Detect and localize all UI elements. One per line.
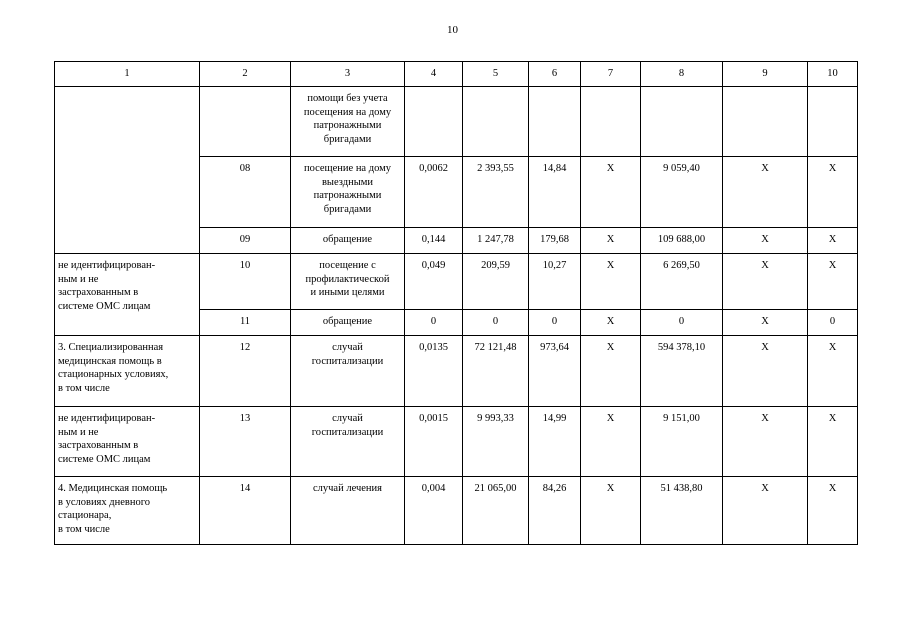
table-cell: 14,99 [529, 407, 581, 477]
table-cell: 2 393,55 [463, 157, 529, 228]
table-cell: 0,004 [405, 477, 463, 545]
unit-cell: случай госпитализации [291, 407, 405, 477]
table-row [55, 407, 858, 477]
table-cell: Х [581, 407, 641, 477]
table-cell: 0,049 [405, 254, 463, 310]
table-cell: Х [723, 254, 808, 310]
unit-cell: случай лечения [291, 477, 405, 545]
unit-cell: обращение [291, 310, 405, 336]
table-row [55, 477, 858, 545]
column-header-5: 5 [463, 62, 529, 87]
table-cell: 14,84 [529, 157, 581, 228]
table-cell: Х [581, 228, 641, 254]
table-cell: Х [808, 157, 858, 228]
table-cell [641, 87, 723, 157]
table-cell: 72 121,48 [463, 336, 529, 407]
table-cell: 594 378,10 [641, 336, 723, 407]
table-cell: 109 688,00 [641, 228, 723, 254]
header-row [55, 62, 858, 87]
unit-cell: посещение с профилактической и иными целями [291, 254, 405, 310]
table-cell: 6 269,50 [641, 254, 723, 310]
unit-cell: обращение [291, 228, 405, 254]
column-header-8: 8 [641, 62, 723, 87]
table-cell [808, 87, 858, 157]
row-label: 4. Медицинская помощь в условиях дневного стационара, в том числе [55, 477, 200, 545]
column-header-9: 9 [723, 62, 808, 87]
table-cell [463, 87, 529, 157]
column-header-3: 3 [291, 62, 405, 87]
row-code: 13 [200, 407, 291, 477]
column-header-7: 7 [581, 62, 641, 87]
table-cell [581, 87, 641, 157]
table-cell: Х [808, 336, 858, 407]
table-row [55, 336, 858, 407]
table-cell: Х [581, 157, 641, 228]
table-cell: 0 [529, 310, 581, 336]
unit-cell: случай госпитализации [291, 336, 405, 407]
table-cell [529, 87, 581, 157]
table-cell: 0,144 [405, 228, 463, 254]
table-cell: 9 993,33 [463, 407, 529, 477]
table-row [55, 87, 858, 157]
table-cell: Х [581, 477, 641, 545]
table-cell: 0 [405, 310, 463, 336]
row-code: 08 [200, 157, 291, 228]
column-header-1: 1 [55, 62, 200, 87]
table-cell: Х [581, 310, 641, 336]
column-header-4: 4 [405, 62, 463, 87]
table-cell: 51 438,80 [641, 477, 723, 545]
column-header-2: 2 [200, 62, 291, 87]
table-cell: Х [581, 336, 641, 407]
table-cell: 1 247,78 [463, 228, 529, 254]
row-code: 11 [200, 310, 291, 336]
table-cell: Х [723, 336, 808, 407]
table-cell: Х [808, 477, 858, 545]
table-cell: 84,26 [529, 477, 581, 545]
table-cell: Х [723, 407, 808, 477]
table-cell: 9 059,40 [641, 157, 723, 228]
unit-cell: помощи без учета посещения на дому патронажными бригадами [291, 87, 405, 157]
row-code: 10 [200, 254, 291, 310]
table-cell: Х [808, 407, 858, 477]
table-cell: 0 [808, 310, 858, 336]
row-label: не идентифицирован- ным и не застрахованным в системе ОМС лицам [55, 407, 200, 477]
table-cell: 973,64 [529, 336, 581, 407]
row-label: не идентифицирован- ным и не застрахованным в системе ОМС лицам [55, 254, 200, 336]
table-cell: 9 151,00 [641, 407, 723, 477]
table-cell: Х [723, 157, 808, 228]
table-cell: 10,27 [529, 254, 581, 310]
table-cell: 0,0015 [405, 407, 463, 477]
table-cell: Х [723, 477, 808, 545]
table-cell: Х [723, 310, 808, 336]
table-cell [723, 87, 808, 157]
row-code: 14 [200, 477, 291, 545]
table-cell: Х [723, 228, 808, 254]
page-number: 10 [447, 24, 458, 36]
table-cell: 0,0062 [405, 157, 463, 228]
table-cell: 209,59 [463, 254, 529, 310]
table-cell: 179,68 [529, 228, 581, 254]
table-cell [405, 87, 463, 157]
table-row [55, 254, 858, 310]
unit-cell: посещение на дому выездными патронажными бригадами [291, 157, 405, 228]
data-table [54, 61, 858, 545]
row-code: 09 [200, 228, 291, 254]
table-cell: 0 [463, 310, 529, 336]
table-cell: 0 [641, 310, 723, 336]
column-header-6: 6 [529, 62, 581, 87]
table-cell: 0,0135 [405, 336, 463, 407]
table-cell: Х [808, 228, 858, 254]
row-code: 12 [200, 336, 291, 407]
table-cell: 21 065,00 [463, 477, 529, 545]
row-code [200, 87, 291, 157]
table-cell: Х [808, 254, 858, 310]
row-label: 3. Специализированная медицинская помощь в стационарных условиях, в том числе [55, 336, 200, 407]
table-cell: Х [581, 254, 641, 310]
column-header-10: 10 [808, 62, 858, 87]
row-label [55, 87, 200, 254]
